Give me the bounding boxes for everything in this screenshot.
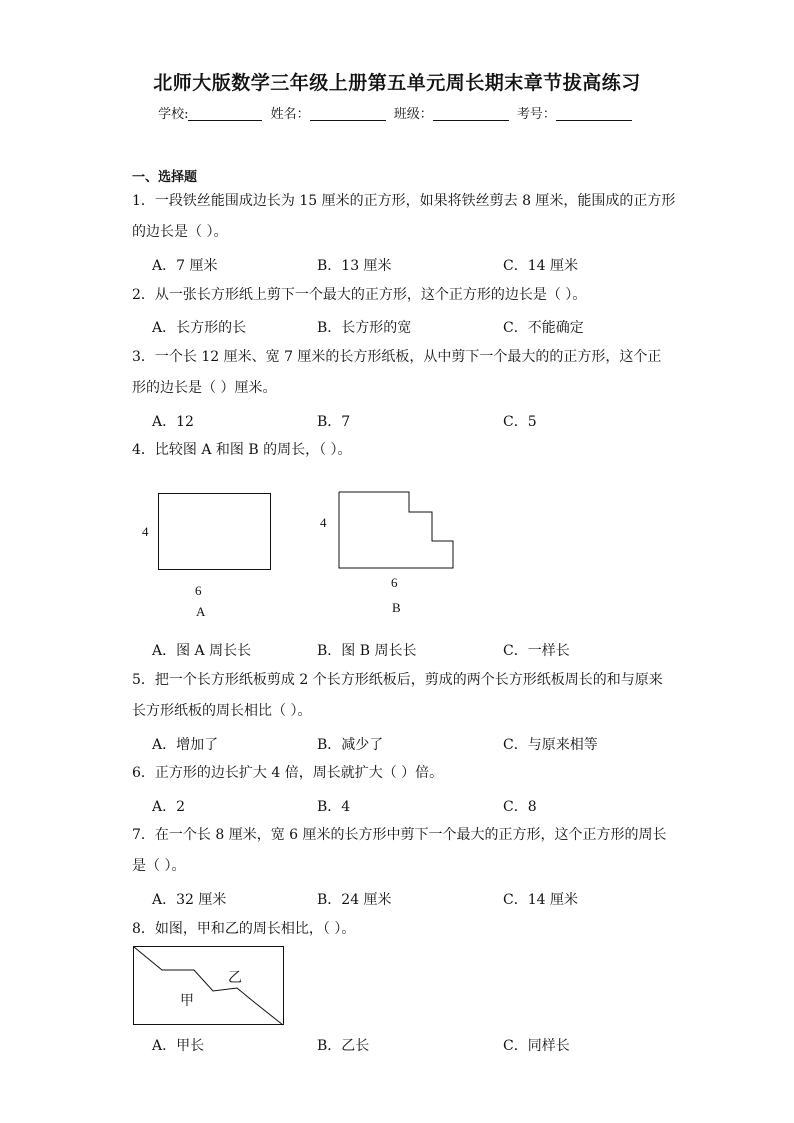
q7-option-a[interactable]: A．32 厘米 (152, 892, 227, 908)
q7-option-c[interactable]: C．14 厘米 (503, 892, 578, 908)
exam-number-blank[interactable] (556, 106, 632, 121)
q8-option-c[interactable]: C．同样长 (503, 1038, 570, 1054)
question-7-line-1: 7．在一个长 8 厘米，宽 6 厘米的长方形中剪下一个最大的正方形，这个正方形的周长 (132, 827, 667, 843)
q8-option-b[interactable]: B．乙长 (317, 1038, 370, 1054)
q4-option-b[interactable]: B．图 B 周长长 (317, 643, 417, 659)
question-3-line-2: 形的边长是（ ）厘米。 (132, 380, 277, 396)
q3-option-a[interactable]: A．12 (152, 414, 194, 430)
question-4-line-1: 4．比较图 A 和图 B 的周长，（ ）。 (132, 442, 352, 458)
figure-8-divided-rectangle (133, 946, 285, 1026)
student-info-line (0, 103, 794, 122)
q2-option-c[interactable]: C．不能确定 (503, 320, 584, 336)
question-8-line-1: 8．如图，甲和乙的周长相比，（ ）。 (132, 921, 356, 937)
figure-b-stepped-shape (338, 491, 456, 571)
q1-option-b[interactable]: B．13 厘米 (317, 258, 392, 274)
q1-option-a[interactable]: A．7 厘米 (152, 258, 218, 274)
question-7-line-2: 是（ ）。 (132, 858, 186, 874)
q6-option-b[interactable]: B．4 (317, 799, 351, 815)
q6-option-a[interactable]: A．2 (152, 799, 186, 815)
figure-a-height-label: 4 (142, 524, 149, 539)
school-blank[interactable] (188, 106, 262, 121)
exam-number-label: 考号： (516, 107, 556, 122)
page-title: 北师大版数学三年级上册第五单元周长期末章节拔高练习 (153, 72, 641, 94)
q3-option-c[interactable]: C．5 (503, 414, 537, 430)
class-label: 班级： (393, 107, 433, 122)
figure-8-label-yi: 乙 (228, 971, 242, 986)
figure-b-height-label: 4 (320, 515, 327, 530)
section-heading: 一、选择题 (132, 170, 198, 185)
q7-option-b[interactable]: B．24 厘米 (317, 892, 392, 908)
q8-option-a[interactable]: A．甲长 (152, 1038, 205, 1054)
q5-option-b[interactable]: B．减少了 (317, 737, 384, 753)
q1-option-c[interactable]: C．14 厘米 (503, 258, 578, 274)
class-blank[interactable] (433, 106, 509, 121)
question-2-line-1: 2．从一张长方形纸上剪下一个最大的正方形，这个正方形的边长是（ ）。 (132, 287, 587, 303)
question-5-line-2: 长方形纸板的周长相比（ ）。 (132, 703, 312, 719)
q2-option-a[interactable]: A．长方形的长 (152, 320, 247, 336)
figure-8-label-jia: 甲 (180, 994, 194, 1009)
name-label: 姓名： (270, 107, 310, 122)
question-1-line-2: 的边长是（ ）。 (132, 224, 228, 240)
q4-option-c[interactable]: C．一样长 (503, 643, 570, 659)
school-label: 学校: (158, 107, 189, 122)
figure-a-width-label: 6 (195, 583, 202, 598)
q5-option-a[interactable]: A．增加了 (152, 737, 219, 753)
q6-option-c[interactable]: C．8 (503, 799, 537, 815)
q5-option-c[interactable]: C．与原来相等 (503, 737, 598, 753)
figure-b-name: B (392, 600, 401, 615)
name-blank[interactable] (310, 106, 386, 121)
question-3-line-1: 3．一个长 12 厘米、宽 7 厘米的长方形纸板，从中剪下一个最大的的正方形，这个正 (132, 349, 662, 365)
q4-option-a[interactable]: A．图 A 周长长 (152, 643, 252, 659)
figure-a-name: A (196, 604, 206, 619)
figure-b-width-label: 6 (391, 575, 398, 590)
q2-option-b[interactable]: B．长方形的宽 (317, 320, 412, 336)
q3-option-b[interactable]: B．7 (317, 414, 351, 430)
question-6-line-1: 6．正方形的边长扩大 4 倍，周长就扩大（ ）倍。 (132, 765, 444, 781)
question-5-line-1: 5．把一个长方形纸板剪成 2 个长方形纸板后，剪成的两个长方形纸板周长的和与原来 (132, 672, 663, 688)
figure-a-rectangle (158, 493, 272, 571)
question-1-line-1: 1．一段铁丝能围成边长为 15 厘米的正方形，如果将铁丝剪去 8 厘米，能围成的正方形 (132, 193, 676, 209)
